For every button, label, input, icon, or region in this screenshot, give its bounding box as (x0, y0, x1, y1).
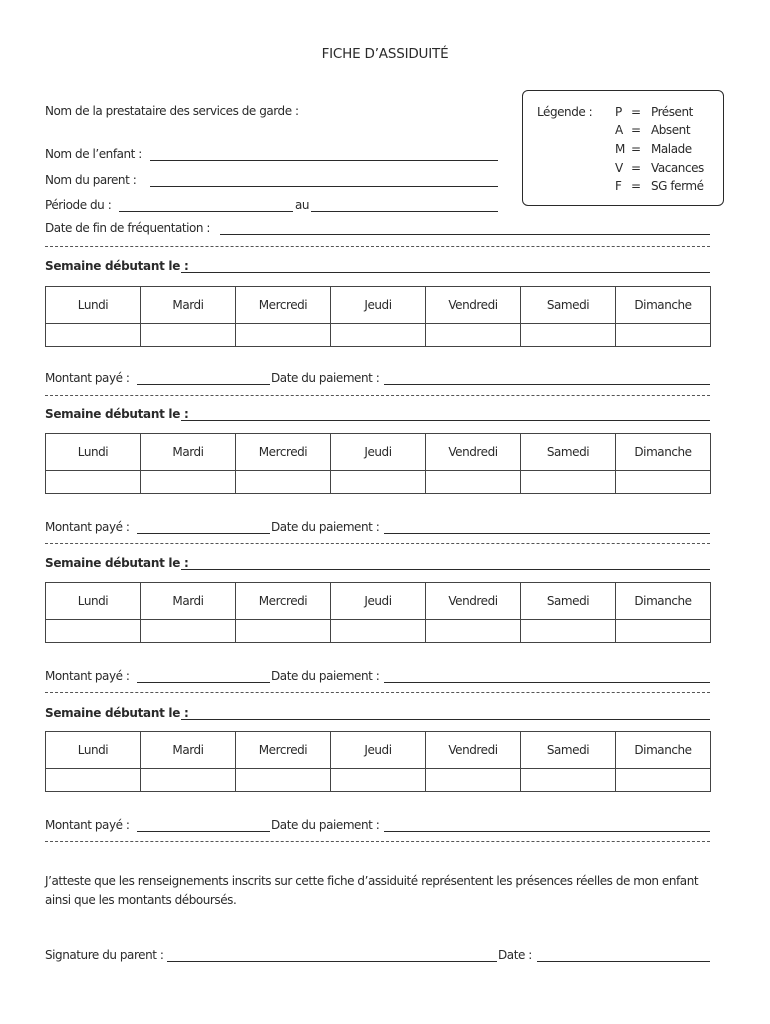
day-header: Jeudi (331, 732, 426, 769)
day-header: Mercredi (236, 583, 331, 620)
day-header: Lundi (46, 732, 141, 769)
week-start-label: Semaine débutant le : (45, 706, 189, 720)
amount-paid-field[interactable] (137, 682, 270, 683)
payment-date-field[interactable] (384, 384, 710, 385)
legend-title: Légende : (537, 105, 593, 119)
day-header: Vendredi (426, 732, 521, 769)
day-header: Mercredi (236, 732, 331, 769)
attendance-cell[interactable] (46, 471, 141, 494)
amount-paid-label: Montant payé : (45, 669, 130, 683)
end-date-label: Date de fin de fréquentation : (45, 221, 210, 235)
attendance-cell[interactable] (521, 324, 616, 347)
payment-date-field[interactable] (384, 831, 710, 832)
attestation-text: J’atteste que les renseignements inscrits sur cette fiche d’assiduité représentent les présences réelles de mon enfant ainsi que les montants déboursés. (45, 874, 699, 907)
day-header: Lundi (46, 434, 141, 471)
attendance-cell[interactable] (141, 769, 236, 792)
attendance-table (45, 433, 711, 494)
period-from-field[interactable] (119, 211, 293, 212)
week-start-field[interactable] (181, 569, 710, 570)
attendance-cell[interactable] (141, 324, 236, 347)
signature-date-label: Date : (498, 948, 532, 962)
parent-name-label: Nom du parent : (45, 173, 137, 187)
legend-box (522, 90, 724, 206)
end-date-field[interactable] (220, 234, 710, 235)
child-name-label: Nom de l’enfant : (45, 147, 142, 161)
attendance-cell[interactable] (236, 471, 331, 494)
amount-paid-field[interactable] (137, 384, 270, 385)
period-to-label: au (295, 198, 310, 212)
day-header: Dimanche (616, 583, 711, 620)
week-start-field[interactable] (181, 719, 710, 720)
payment-date-label: Date du paiement : (271, 669, 380, 683)
payment-date-field[interactable] (384, 533, 710, 534)
attendance-cell[interactable] (236, 620, 331, 643)
attendance-cell[interactable] (331, 620, 426, 643)
day-header: Mardi (141, 732, 236, 769)
child-name-field[interactable] (150, 160, 498, 161)
payment-date-label: Date du paiement : (271, 818, 380, 832)
attendance-cell[interactable] (331, 324, 426, 347)
section-divider (45, 692, 710, 693)
period-from-label: Période du : (45, 198, 112, 212)
day-header: Samedi (521, 287, 616, 324)
attendance-cell[interactable] (331, 769, 426, 792)
payment-date-label: Date du paiement : (271, 371, 380, 385)
attendance-table (45, 582, 711, 643)
section-divider (45, 246, 710, 247)
attendance-cell[interactable] (46, 769, 141, 792)
section-divider (45, 841, 710, 842)
day-header: Mercredi (236, 434, 331, 471)
day-header: Dimanche (616, 732, 711, 769)
parent-signature-field[interactable] (167, 961, 497, 962)
legend-item: A = Absent (615, 123, 691, 137)
attendance-cell[interactable] (426, 324, 521, 347)
attendance-cell[interactable] (236, 324, 331, 347)
parent-signature-label: Signature du parent : (45, 948, 164, 962)
day-header: Mardi (141, 583, 236, 620)
amount-paid-field[interactable] (137, 533, 270, 534)
payment-date-label: Date du paiement : (271, 520, 380, 534)
amount-paid-field[interactable] (137, 831, 270, 832)
day-header: Lundi (46, 583, 141, 620)
week-start-label: Semaine débutant le : (45, 407, 189, 421)
day-header: Samedi (521, 732, 616, 769)
legend-item: V = Vacances (615, 161, 704, 175)
attendance-cell[interactable] (426, 769, 521, 792)
attendance-cell[interactable] (426, 620, 521, 643)
payment-date-field[interactable] (384, 682, 710, 683)
attendance-cell[interactable] (616, 769, 711, 792)
day-header: Vendredi (426, 287, 521, 324)
attendance-table (45, 731, 711, 792)
legend-item: F = SG fermé (615, 179, 704, 193)
day-header: Samedi (521, 583, 616, 620)
section-divider (45, 543, 710, 544)
day-header: Jeudi (331, 434, 426, 471)
period-to-field[interactable] (311, 211, 498, 212)
attendance-cell[interactable] (331, 471, 426, 494)
parent-name-field[interactable] (150, 186, 498, 187)
week-start-label: Semaine débutant le : (45, 259, 189, 273)
day-header: Vendredi (426, 583, 521, 620)
attendance-cell[interactable] (616, 471, 711, 494)
attendance-cell[interactable] (46, 324, 141, 347)
attendance-cell[interactable] (141, 471, 236, 494)
week-start-field[interactable] (181, 420, 710, 421)
day-header: Mardi (141, 287, 236, 324)
day-header: Jeudi (331, 287, 426, 324)
attendance-cell[interactable] (521, 769, 616, 792)
attendance-cell[interactable] (141, 620, 236, 643)
page-title: FICHE D’ASSIDUITÉ (321, 46, 449, 62)
week-start-field[interactable] (181, 272, 710, 273)
day-header: Dimanche (616, 287, 711, 324)
amount-paid-label: Montant payé : (45, 818, 130, 832)
amount-paid-label: Montant payé : (45, 520, 130, 534)
amount-paid-label: Montant payé : (45, 371, 130, 385)
week-start-label: Semaine débutant le : (45, 556, 189, 570)
attendance-table (45, 286, 711, 347)
attendance-cell[interactable] (616, 620, 711, 643)
day-header: Lundi (46, 287, 141, 324)
day-header: Samedi (521, 434, 616, 471)
provider-label: Nom de la prestataire des services de garde : (45, 104, 299, 118)
day-header: Dimanche (616, 434, 711, 471)
day-header: Vendredi (426, 434, 521, 471)
attendance-cell[interactable] (616, 324, 711, 347)
attendance-cell[interactable] (521, 471, 616, 494)
attendance-cell[interactable] (426, 471, 521, 494)
attendance-cell[interactable] (236, 769, 331, 792)
legend-item: P = Présent (615, 105, 693, 119)
legend-item: M = Malade (615, 142, 692, 156)
day-header: Mercredi (236, 287, 331, 324)
attendance-cell[interactable] (46, 620, 141, 643)
signature-date-field[interactable] (537, 961, 710, 962)
attendance-cell[interactable] (521, 620, 616, 643)
section-divider (45, 395, 710, 396)
day-header: Jeudi (331, 583, 426, 620)
day-header: Mardi (141, 434, 236, 471)
